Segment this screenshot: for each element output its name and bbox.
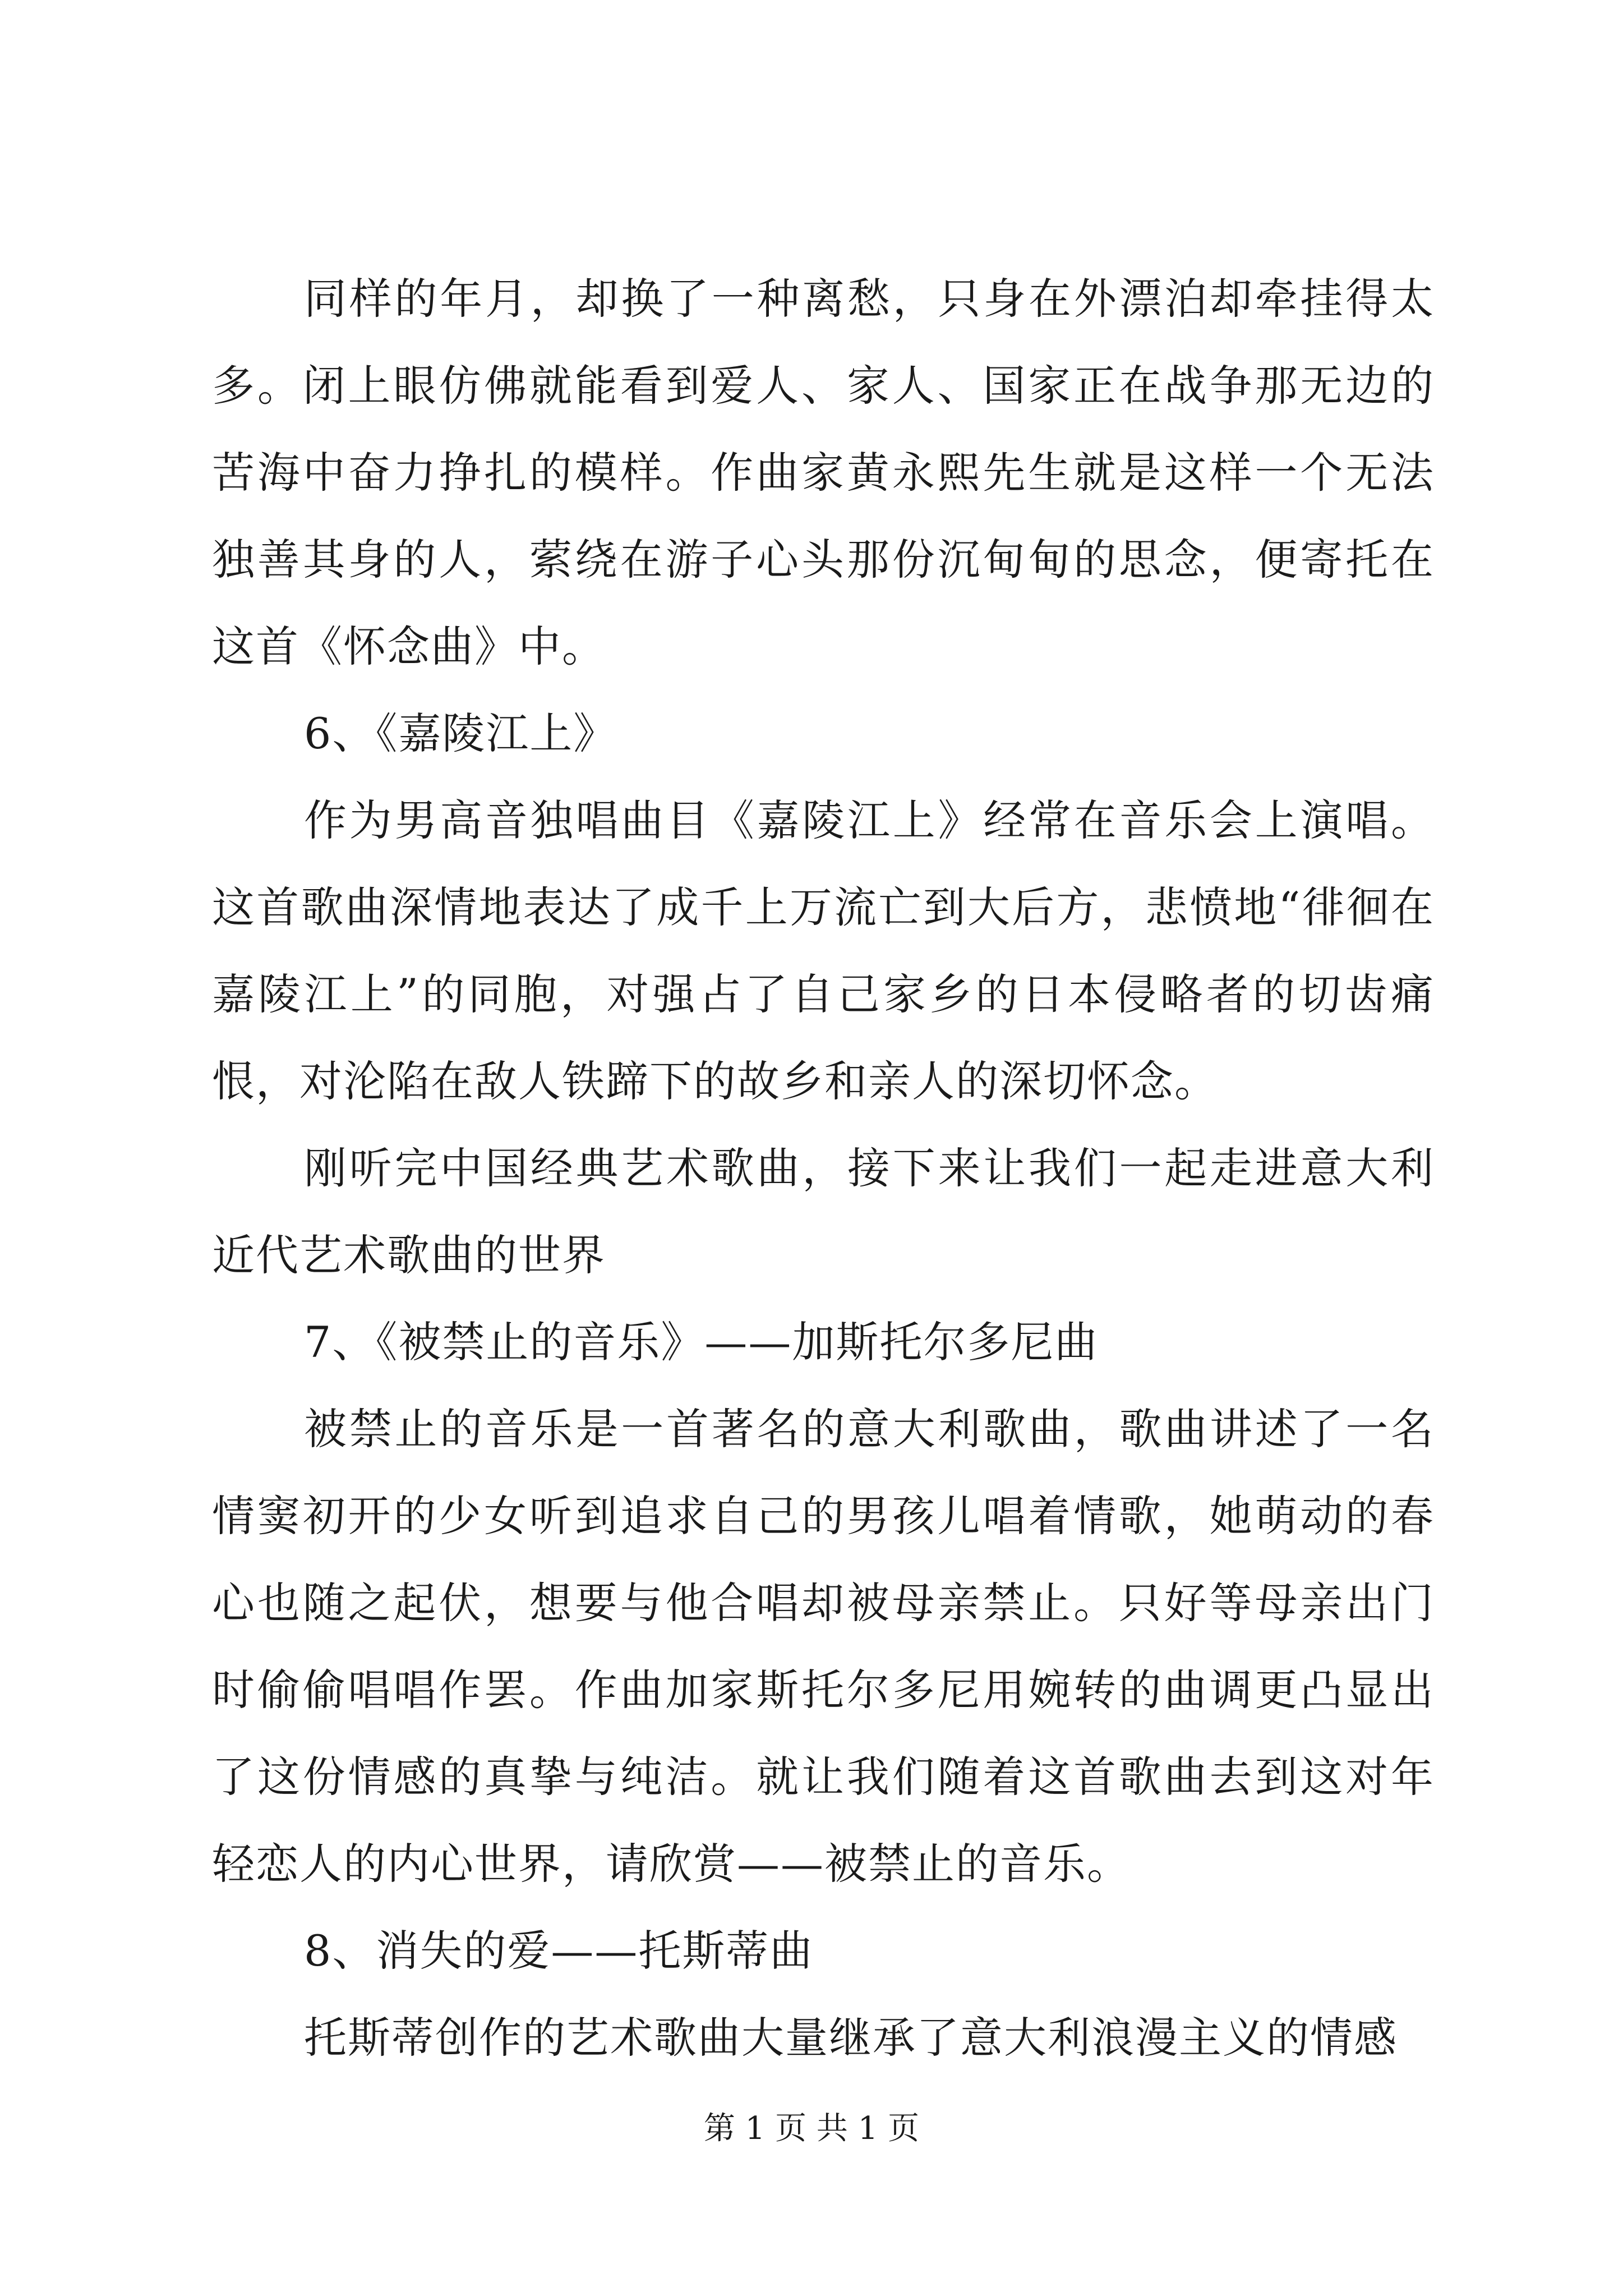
paragraph-forbidden-music: 被禁止的音乐是一首著名的意大利歌曲，歌曲讲述了一名情窦初开的少女听到追求自己的男孩儿唱着情歌，她萌动的春心也随之起伏，想要与他合唱却被母亲禁止。只好等母亲出门时偷偷唱唱作罢。作曲加家斯托尔多尼用婉转的曲调更凸显出了这份情感的真挚与纯洁。就让我们随着这首歌曲去到这对年轻恋人的内心世界，请欣赏——被禁止的音乐。 — [212, 1404, 1435, 1889]
section-heading-vanished-love: 8、消失的爱——托斯蒂曲 — [304, 1926, 814, 1976]
paragraph-jialing-river: 作为男高音独唱曲目《嘉陵江上》经常在音乐会上演唱。这首歌曲深情地表达了成千上万流亡到大后方，悲愤地“徘徊在嘉陵江上”的同胞，对强占了自己家乡的日本侵略者的切齿痛恨，对沦陷在敌人铁蹄下的故乡和亲人的深切怀念。 — [212, 795, 1435, 1106]
paragraph-tosti: 托斯蒂创作的艺术歌曲大量继承了意大利浪漫主义的情感 — [304, 2013, 1398, 2063]
section-heading-forbidden-music: 7、《被禁止的音乐》——加斯托尔多尼曲 — [304, 1317, 1099, 1367]
paragraph-transition-italian: 刚听完中国经典艺术歌曲，接下来让我们一起走进意大利近代艺术歌曲的世界 — [212, 1143, 1435, 1280]
section-heading-jialing-river: 6、《嘉陵江上》 — [304, 708, 617, 758]
page-footer: 第 1 页 共 1 页 — [703, 2110, 920, 2147]
paragraph-homesick-song: 同样的年月，却换了一种离愁，只身在外漂泊却牵挂得太多。闭上眼仿佛就能看到爱人、家人、国家正在战争那无边的苦海中奋力挣扎的模样。作曲家黄永熙先生就是这样一个无法独善其身的人，萦绕在游子心头那份沉甸甸的思念，便寄托在这首《怀念曲》中。 — [212, 274, 1435, 671]
document-body — [212, 255, 1435, 2081]
